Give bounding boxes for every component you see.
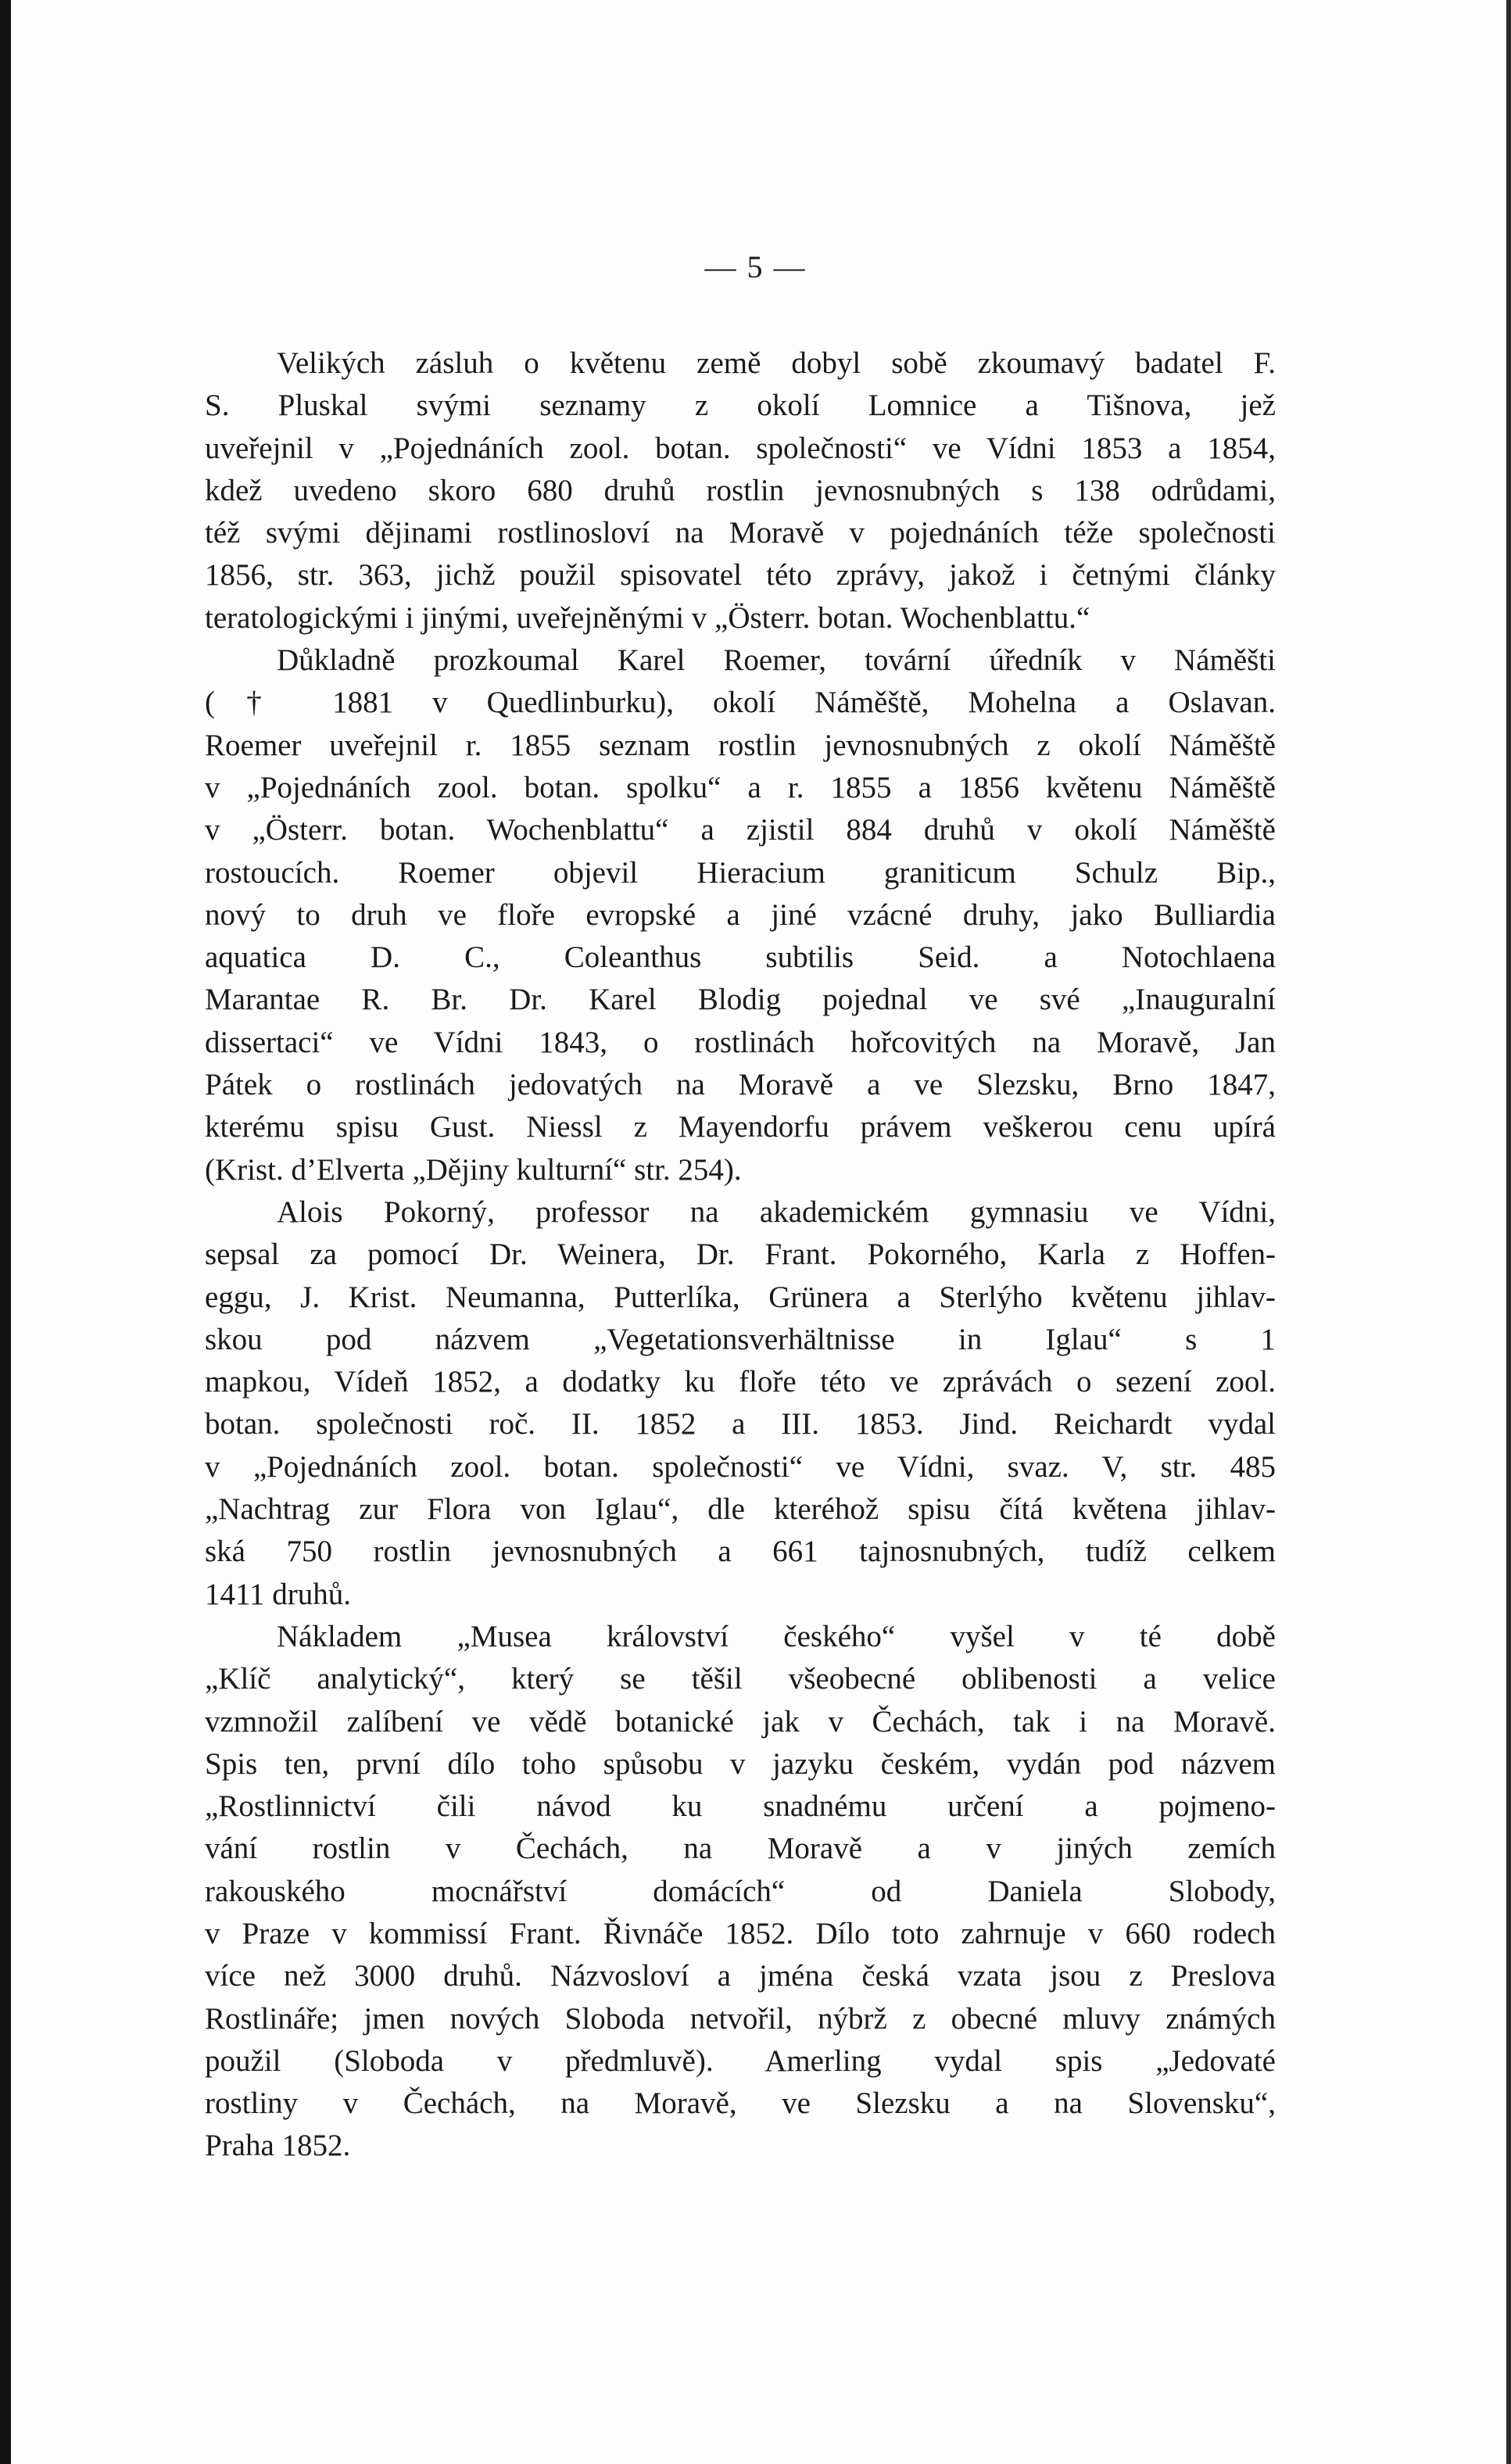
text-line: v „Österr. botan. Wochenblattu“ a zjistil 884 druhů v okolí Náměště [205,813,1276,847]
text-line: kterému spisu Gust. Niessl z Mayendorfu právem veškerou cenu upírá [205,1110,1276,1144]
text-line: eggu, J. Krist. Neumanna, Putterlíka, Grünera a Sterlýho květenu jihlav- [205,1280,1276,1314]
text-line: skou pod názvem „Vegetationsverhältnisse in Iglau“ s 1 [205,1322,1276,1356]
text-line: sepsal za pomocí Dr. Weinera, Dr. Frant. Pokorného, Karla z Hoffen- [205,1237,1276,1272]
text-line: „Klíč analytický“, který se těšil všeobecné oblibenosti a velice [205,1662,1276,1696]
text-line: Spis ten, první dílo toho spůsobu v jazyku českém, vydán pod názvem [205,1746,1276,1781]
text-line: teratologickými i jinými, uveřejněnými v „Österr. botan. Wochenblattu.“ [205,600,1090,635]
scan-right-edge [1506,0,1511,2464]
text-line: aquatica D. C., Coleanthus subtilis Seid. a Notochlaena [205,940,1276,975]
text-line: v „Pojednáních zool. botan. spolku“ a r. 1855 a 1856 květenu Náměště [205,770,1276,804]
text-line: vání rostlin v Čechách, na Moravě a v jiných zemích [205,1832,1276,1866]
text-line: rostoucích. Roemer objevil Hieracium graniticum Schulz Bip., [205,855,1276,890]
text-line: Nákladem „Musea království českého“ vyšel v té době [277,1619,1276,1653]
body-text [205,342,1276,2168]
text-line: „Rostlinnictví čili návod ku snadnému určení a pojmeno- [205,1789,1276,1824]
text-line: v „Pojednáních zool. botan. společnosti“ ve Vídni, svaz. V, str. 485 [205,1449,1276,1484]
text-line: S. Pluskal svými seznamy z okolí Lomnice a Tišnova, jež [205,389,1276,423]
text-line: rakouského mocnářství domácích“ od Daniela Slobody, [205,1874,1276,1908]
text-line: Alois Pokorný, professor na akademickém gymnasiu ve Vídni, [277,1194,1276,1229]
text-line: Pátek o rostlinách jedovatých na Moravě a ve Slezsku, Brno 1847, [205,1068,1276,1102]
text-line: († 1881 v Quedlinburku), okolí Náměště, Mohelna a Oslavan. [205,686,1276,720]
text-line: rostliny v Čechách, na Moravě, ve Slezsku a na Slovensku“, [205,2086,1276,2121]
text-line: (Krist. d’Elverta „Dějiny kulturní“ str. 254). [205,1152,742,1187]
text-line: „Nachtrag zur Flora von Iglau“, dle kteréhož spisu čítá květena jihlav- [205,1492,1276,1527]
text-line: nový to druh ve floře evropské a jiné vzácné druhy, jako Bulliardia [205,897,1276,932]
text-line: Důkladně prozkoumal Karel Roemer, tovární úředník v Náměšti [277,643,1276,678]
text-line: Velikých zásluh o květenu země dobyl sobě zkoumavý badatel F. [277,346,1276,380]
page-number: — 5 — [704,249,807,285]
text-line: ská 750 rostlin jevnosnubných a 661 tajnosnubných, tudíž celkem [205,1535,1276,1569]
text-line: mapkou, Vídeň 1852, a dodatky ku floře této ve zprávách o sezení zool. [205,1365,1276,1399]
text-line: též svými dějinami rostlinosloví na Moravě v pojednáních téže společnosti [205,516,1276,550]
text-line: botan. společnosti roč. II. 1852 a III. 1853. Jind. Reichardt vydal [205,1407,1276,1442]
text-line: použil (Sloboda v předmluvě). Amerling vydal spis „Jedovaté [205,2043,1276,2078]
text-line: Marantae R. Br. Dr. Karel Blodig pojednal ve své „Inauguralní [205,983,1276,1017]
text-line: 1411 druhů. [205,1577,352,1611]
text-line: kdež uvedeno skoro 680 druhů rostlin jevnosnubných s 138 odrůdami, [205,473,1276,507]
text-line: Rostlináře; jmen nových Sloboda netvořil, nýbrž z obecné mluvy známých [205,2001,1276,2036]
text-line: Praha 1852. [205,2129,351,2163]
text-line: vzmnožil zalíbení ve vědě botanické jak v Čechách, tak i na Moravě. [205,1704,1276,1739]
text-line: dissertaci“ ve Vídni 1843, o rostlinách hořcovitých na Moravě, Jan [205,1025,1276,1059]
text-line: 1856, str. 363, jichž použil spisovatel této zprávy, jakož i četnými články [205,558,1276,593]
text-line: v Praze v kommissí Frant. Řivnáče 1852. Dílo toto zahrnuje v 660 rodech [205,1916,1276,1950]
scan-left-edge [0,0,11,2464]
text-line: uveřejnil v „Pojednáních zool. botan. společnosti“ ve Vídni 1853 a 1854, [205,431,1276,465]
text-line: Roemer uveřejnil r. 1855 seznam rostlin jevnosnubných z okolí Náměště [205,728,1276,762]
text-line: více než 3000 druhů. Názvosloví a jména česká vzata jsou z Preslova [205,1959,1276,1993]
